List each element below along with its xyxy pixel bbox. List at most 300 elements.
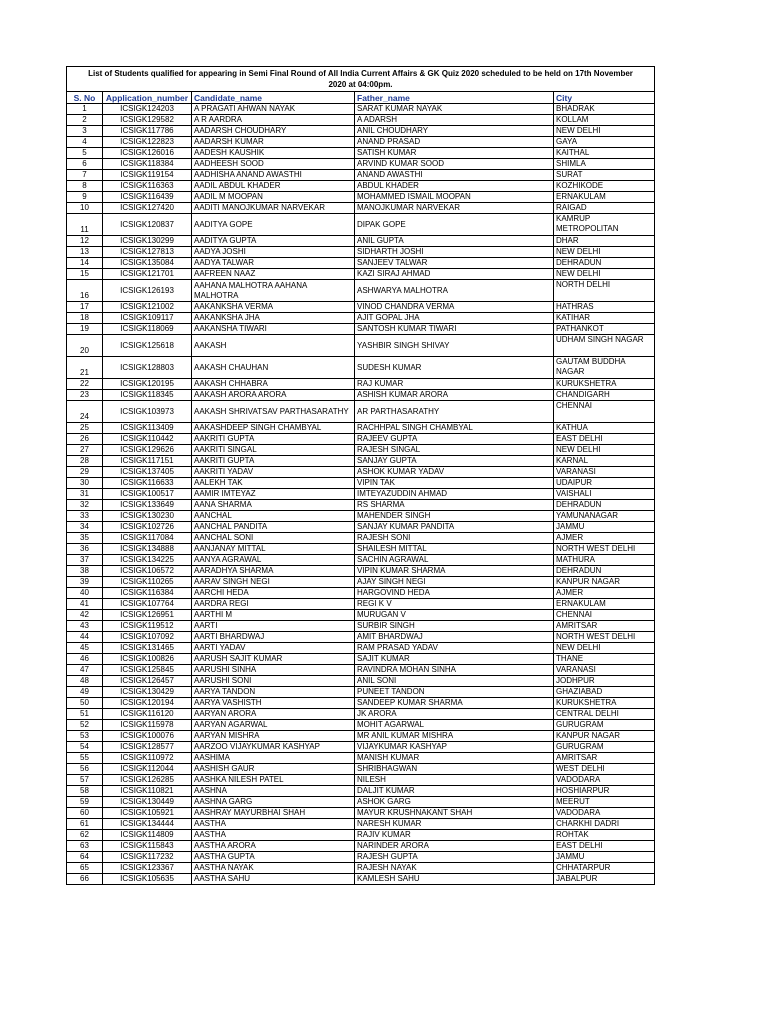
cell-father-name: SUDESH KUMAR [355, 357, 554, 379]
cell-father-name: KAZI SIRAJ AHMAD [355, 269, 554, 280]
cell-sno: 7 [67, 170, 103, 181]
cell-city: KANPUR NAGAR [554, 577, 655, 588]
cell-sno: 23 [67, 390, 103, 401]
cell-candidate-name: AARYAN ARORA [192, 709, 355, 720]
cell-city: RAIGAD [554, 203, 655, 214]
cell-application-number: ICSIGK129626 [103, 445, 192, 456]
cell-candidate-name: AASHRAY MAYURBHAI SHAH [192, 808, 355, 819]
cell-sno: 15 [67, 269, 103, 280]
header-city: City [554, 92, 655, 104]
cell-father-name: ASHISH KUMAR ARORA [355, 390, 554, 401]
cell-application-number: ICSIGK117786 [103, 126, 192, 137]
cell-city: JABALPUR [554, 874, 655, 885]
cell-application-number: ICSIGK134225 [103, 555, 192, 566]
cell-candidate-name: AARADHYA SHARMA [192, 566, 355, 577]
cell-sno: 61 [67, 819, 103, 830]
cell-candidate-name: AADYA JOSHI [192, 247, 355, 258]
cell-city: BHADRAK [554, 104, 655, 115]
cell-sno: 31 [67, 489, 103, 500]
table-row [67, 742, 655, 753]
cell-candidate-name: AASTHA NAYAK [192, 863, 355, 874]
cell-sno: 50 [67, 698, 103, 709]
table-row [67, 522, 655, 533]
table-row [67, 687, 655, 698]
cell-sno: 10 [67, 203, 103, 214]
cell-candidate-name: AAHANA MALHOTRA AAHANA MALHOTRA [192, 280, 355, 302]
cell-candidate-name: A PRAGATI AHWAN NAYAK [192, 104, 355, 115]
cell-sno: 39 [67, 577, 103, 588]
cell-sno: 26 [67, 434, 103, 445]
cell-application-number: ICSIGK126193 [103, 280, 192, 302]
cell-father-name: NILESH [355, 775, 554, 786]
title-row [67, 67, 655, 92]
document-title: List of Students qualified for appearing in Semi Final Round of All India Current Affairs & GK Quiz 2020 scheduled to be held on 17th November 2020 at 04:00pm. [67, 67, 655, 92]
cell-application-number: ICSIGK110265 [103, 577, 192, 588]
table-row [67, 665, 655, 676]
table-row [67, 852, 655, 863]
cell-application-number: ICSIGK107764 [103, 599, 192, 610]
cell-father-name: HARGOVIND HEDA [355, 588, 554, 599]
table-row [67, 643, 655, 654]
cell-application-number: ICSIGK100826 [103, 654, 192, 665]
table-row [67, 236, 655, 247]
table-row [67, 544, 655, 555]
cell-father-name: SIDHARTH JOSHI [355, 247, 554, 258]
cell-candidate-name: AARAV SINGH NEGI [192, 577, 355, 588]
cell-father-name: VINOD CHANDRA VERMA [355, 302, 554, 313]
table-row [67, 588, 655, 599]
cell-father-name: MANISH KUMAR [355, 753, 554, 764]
cell-application-number: ICSIGK116633 [103, 478, 192, 489]
table-row [67, 764, 655, 775]
cell-sno: 22 [67, 379, 103, 390]
cell-sno: 53 [67, 731, 103, 742]
cell-application-number: ICSIGK125845 [103, 665, 192, 676]
cell-city: CHHATARPUR [554, 863, 655, 874]
cell-sno: 42 [67, 610, 103, 621]
cell-city: KOLLAM [554, 115, 655, 126]
cell-application-number: ICSIGK105921 [103, 808, 192, 819]
cell-candidate-name: AAKASH [192, 335, 355, 357]
cell-sno: 5 [67, 148, 103, 159]
cell-candidate-name: AAMIR IMTEYAZ [192, 489, 355, 500]
cell-sno: 66 [67, 874, 103, 885]
cell-city: HATHRAS [554, 302, 655, 313]
cell-candidate-name: AALEKH TAK [192, 478, 355, 489]
table-row [67, 170, 655, 181]
cell-candidate-name: AADESH KAUSHIK [192, 148, 355, 159]
cell-city: YAMUNANAGAR [554, 511, 655, 522]
table-row [67, 632, 655, 643]
cell-father-name: DIPAK GOPE [355, 214, 554, 236]
cell-application-number: ICSIGK126285 [103, 775, 192, 786]
cell-sno: 44 [67, 632, 103, 643]
table-row [67, 654, 655, 665]
table-row [67, 819, 655, 830]
cell-city: JAMMU [554, 522, 655, 533]
cell-candidate-name: AAFREEN NAAZ [192, 269, 355, 280]
cell-father-name: SACHIN AGRAWAL [355, 555, 554, 566]
cell-application-number: ICSIGK107092 [103, 632, 192, 643]
cell-city: SURAT [554, 170, 655, 181]
cell-candidate-name: AASHNA GARG [192, 797, 355, 808]
cell-father-name: AR PARTHASARATHY [355, 401, 554, 423]
table-row [67, 269, 655, 280]
header-application-number: Application_number [103, 92, 192, 104]
cell-city: MATHURA [554, 555, 655, 566]
cell-sno: 27 [67, 445, 103, 456]
table-row [67, 203, 655, 214]
cell-city: NORTH WEST DELHI [554, 544, 655, 555]
cell-father-name: AJIT GOPAL JHA [355, 313, 554, 324]
cell-father-name: ANIL CHOUDHARY [355, 126, 554, 137]
cell-city: ROHTAK [554, 830, 655, 841]
table-row [67, 533, 655, 544]
cell-sno: 57 [67, 775, 103, 786]
cell-city: CHENNAI [554, 401, 655, 423]
cell-sno: 17 [67, 302, 103, 313]
cell-father-name: REGI K V [355, 599, 554, 610]
cell-father-name: ANIL GUPTA [355, 236, 554, 247]
cell-application-number: ICSIGK119154 [103, 170, 192, 181]
cell-sno: 8 [67, 181, 103, 192]
cell-city: GAUTAM BUDDHA NAGAR [554, 357, 655, 379]
cell-sno: 45 [67, 643, 103, 654]
cell-sno: 12 [67, 236, 103, 247]
cell-father-name: MR ANIL KUMAR MISHRA [355, 731, 554, 742]
header-row [67, 92, 655, 104]
cell-application-number: ICSIGK130429 [103, 687, 192, 698]
cell-sno: 2 [67, 115, 103, 126]
cell-application-number: ICSIGK130449 [103, 797, 192, 808]
cell-candidate-name: AASHIMA [192, 753, 355, 764]
table-row [67, 566, 655, 577]
cell-application-number: ICSIGK115978 [103, 720, 192, 731]
cell-candidate-name: AANJANAY MITTAL [192, 544, 355, 555]
cell-candidate-name: AAKANSHA TIWARI [192, 324, 355, 335]
cell-father-name: SHRIBHAGWAN [355, 764, 554, 775]
cell-father-name: SAJIT KUMAR [355, 654, 554, 665]
cell-application-number: ICSIGK110972 [103, 753, 192, 764]
cell-city: HOSHIARPUR [554, 786, 655, 797]
cell-sno: 62 [67, 830, 103, 841]
table-row [67, 698, 655, 709]
table-row [67, 830, 655, 841]
cell-sno: 16 [67, 280, 103, 302]
cell-city: KARNAL [554, 456, 655, 467]
cell-application-number: ICSIGK125618 [103, 335, 192, 357]
cell-sno: 49 [67, 687, 103, 698]
cell-candidate-name: AADYA TALWAR [192, 258, 355, 269]
cell-city: KURUKSHETRA [554, 698, 655, 709]
cell-sno: 19 [67, 324, 103, 335]
cell-father-name: ASHOK KUMAR YADAV [355, 467, 554, 478]
cell-candidate-name: AANCHAL SONI [192, 533, 355, 544]
table-row [67, 181, 655, 192]
cell-application-number: ICSIGK105635 [103, 874, 192, 885]
cell-sno: 36 [67, 544, 103, 555]
cell-candidate-name: AARDRA REGI [192, 599, 355, 610]
cell-city: SHIMLA [554, 159, 655, 170]
table-row [67, 445, 655, 456]
cell-candidate-name: AARUSHI SONI [192, 676, 355, 687]
cell-father-name: SHAILESH MITTAL [355, 544, 554, 555]
cell-application-number: ICSIGK122823 [103, 137, 192, 148]
cell-application-number: ICSIGK120195 [103, 379, 192, 390]
table-row [67, 720, 655, 731]
cell-city: DEHRADUN [554, 500, 655, 511]
cell-father-name: MANOJKUMAR NARVEKAR [355, 203, 554, 214]
table-row [67, 302, 655, 313]
cell-city: UDHAM SINGH NAGAR [554, 335, 655, 357]
cell-candidate-name: AADARSH CHOUDHARY [192, 126, 355, 137]
cell-father-name: RAJ KUMAR [355, 379, 554, 390]
cell-application-number: ICSIGK118069 [103, 324, 192, 335]
cell-candidate-name: AARZOO VIJAYKUMAR KASHYAP [192, 742, 355, 753]
cell-father-name: ABDUL KHADER [355, 181, 554, 192]
cell-city: VADODARA [554, 808, 655, 819]
cell-father-name: DALJIT KUMAR [355, 786, 554, 797]
cell-city: NORTH WEST DELHI [554, 632, 655, 643]
cell-city: GHAZIABAD [554, 687, 655, 698]
table-row [67, 423, 655, 434]
cell-candidate-name: AADITYA GUPTA [192, 236, 355, 247]
cell-sno: 24 [67, 401, 103, 423]
cell-application-number: ICSIGK130230 [103, 511, 192, 522]
cell-city: GAYA [554, 137, 655, 148]
cell-application-number: ICSIGK118384 [103, 159, 192, 170]
cell-candidate-name: AASHISH GAUR [192, 764, 355, 775]
cell-city: KOZHIKODE [554, 181, 655, 192]
cell-candidate-name: AANCHAL PANDITA [192, 522, 355, 533]
cell-city: DEHRADUN [554, 566, 655, 577]
cell-father-name: RAJESH NAYAK [355, 863, 554, 874]
cell-sno: 37 [67, 555, 103, 566]
cell-application-number: ICSIGK133649 [103, 500, 192, 511]
cell-candidate-name: AADITI MANOJKUMAR NARVEKAR [192, 203, 355, 214]
cell-father-name: SANJEEV TALWAR [355, 258, 554, 269]
table-row [67, 786, 655, 797]
table-row [67, 247, 655, 258]
cell-candidate-name: AARUSH SAJIT KUMAR [192, 654, 355, 665]
table-row [67, 137, 655, 148]
cell-father-name: ASHOK GARG [355, 797, 554, 808]
cell-application-number: ICSIGK121701 [103, 269, 192, 280]
cell-father-name: AMIT BHARDWAJ [355, 632, 554, 643]
cell-father-name: VIPIN KUMAR SHARMA [355, 566, 554, 577]
table-row [67, 841, 655, 852]
table-row [67, 797, 655, 808]
cell-application-number: ICSIGK130299 [103, 236, 192, 247]
cell-city: GURUGRAM [554, 720, 655, 731]
cell-father-name: ANIL SONI [355, 676, 554, 687]
cell-application-number: ICSIGK126951 [103, 610, 192, 621]
cell-sno: 43 [67, 621, 103, 632]
cell-sno: 41 [67, 599, 103, 610]
cell-candidate-name: AANA SHARMA [192, 500, 355, 511]
cell-father-name: RAJESH SINGAL [355, 445, 554, 456]
table-row [67, 335, 655, 357]
cell-father-name: ASHWARYA MALHOTRA [355, 280, 554, 302]
table-row [67, 775, 655, 786]
cell-city: CHANDIGARH [554, 390, 655, 401]
cell-sno: 6 [67, 159, 103, 170]
cell-application-number: ICSIGK114809 [103, 830, 192, 841]
cell-sno: 28 [67, 456, 103, 467]
cell-sno: 1 [67, 104, 103, 115]
cell-candidate-name: AARTI [192, 621, 355, 632]
cell-sno: 47 [67, 665, 103, 676]
cell-city: KANPUR NAGAR [554, 731, 655, 742]
cell-father-name: RAJEEV GUPTA [355, 434, 554, 445]
cell-city: KURUKSHETRA [554, 379, 655, 390]
cell-city: VADODARA [554, 775, 655, 786]
cell-candidate-name: AASTHA GUPTA [192, 852, 355, 863]
table-row [67, 478, 655, 489]
cell-application-number: ICSIGK115843 [103, 841, 192, 852]
cell-application-number: ICSIGK116384 [103, 588, 192, 599]
cell-application-number: ICSIGK135084 [103, 258, 192, 269]
cell-sno: 32 [67, 500, 103, 511]
cell-city: EAST DELHI [554, 841, 655, 852]
cell-city: CHENNAI [554, 610, 655, 621]
cell-father-name: RS SHARMA [355, 500, 554, 511]
cell-application-number: ICSIGK123367 [103, 863, 192, 874]
table-row [67, 115, 655, 126]
cell-city: DEHRADUN [554, 258, 655, 269]
cell-application-number: ICSIGK128803 [103, 357, 192, 379]
cell-application-number: ICSIGK109117 [103, 313, 192, 324]
cell-city: VAISHALI [554, 489, 655, 500]
cell-candidate-name: AARYAN MISHRA [192, 731, 355, 742]
table-row [67, 577, 655, 588]
cell-sno: 51 [67, 709, 103, 720]
table-row [67, 808, 655, 819]
cell-father-name: VIJAYKUMAR KASHYAP [355, 742, 554, 753]
cell-application-number: ICSIGK137405 [103, 467, 192, 478]
cell-application-number: ICSIGK117151 [103, 456, 192, 467]
table-row [67, 874, 655, 885]
cell-city: MEERUT [554, 797, 655, 808]
cell-city: JAMMU [554, 852, 655, 863]
cell-application-number: ICSIGK121002 [103, 302, 192, 313]
table-row [67, 104, 655, 115]
cell-candidate-name: A R AARDRA [192, 115, 355, 126]
cell-city: AMRITSAR [554, 621, 655, 632]
cell-candidate-name: AASTHA [192, 830, 355, 841]
cell-application-number: ICSIGK126457 [103, 676, 192, 687]
table-row [67, 610, 655, 621]
table-row [67, 214, 655, 236]
table-row [67, 500, 655, 511]
table-row [67, 148, 655, 159]
cell-sno: 20 [67, 335, 103, 357]
table-row [67, 324, 655, 335]
cell-candidate-name: AARUSHI SINHA [192, 665, 355, 676]
cell-sno: 46 [67, 654, 103, 665]
cell-father-name: PUNEET TANDON [355, 687, 554, 698]
cell-sno: 65 [67, 863, 103, 874]
cell-father-name: MURUGAN V [355, 610, 554, 621]
cell-candidate-name: AARYAN AGARWAL [192, 720, 355, 731]
cell-sno: 63 [67, 841, 103, 852]
cell-application-number: ICSIGK110442 [103, 434, 192, 445]
cell-sno: 52 [67, 720, 103, 731]
cell-sno: 40 [67, 588, 103, 599]
cell-sno: 4 [67, 137, 103, 148]
cell-father-name: SURBIR SINGH [355, 621, 554, 632]
cell-sno: 64 [67, 852, 103, 863]
cell-city: NEW DELHI [554, 643, 655, 654]
cell-sno: 33 [67, 511, 103, 522]
cell-sno: 55 [67, 753, 103, 764]
cell-city: NEW DELHI [554, 445, 655, 456]
cell-application-number: ICSIGK117084 [103, 533, 192, 544]
cell-father-name: AJAY SINGH NEGI [355, 577, 554, 588]
cell-city: NEW DELHI [554, 269, 655, 280]
cell-sno: 29 [67, 467, 103, 478]
cell-sno: 35 [67, 533, 103, 544]
cell-father-name: SANJAY GUPTA [355, 456, 554, 467]
cell-sno: 59 [67, 797, 103, 808]
cell-father-name: MAHENDER SINGH [355, 511, 554, 522]
cell-candidate-name: AAKRITI YADAV [192, 467, 355, 478]
cell-application-number: ICSIGK106572 [103, 566, 192, 577]
cell-father-name: RAJESH GUPTA [355, 852, 554, 863]
cell-candidate-name: AAKANKSHA JHA [192, 313, 355, 324]
table-row [67, 379, 655, 390]
cell-candidate-name: AADHEESH SOOD [192, 159, 355, 170]
cell-candidate-name: AASTHA ARORA [192, 841, 355, 852]
cell-candidate-name: AAKASH CHHABRA [192, 379, 355, 390]
cell-city: PATHANKOT [554, 324, 655, 335]
cell-sno: 48 [67, 676, 103, 687]
cell-application-number: ICSIGK102726 [103, 522, 192, 533]
cell-candidate-name: AARYA VASHISTH [192, 698, 355, 709]
cell-application-number: ICSIGK116439 [103, 192, 192, 203]
cell-candidate-name: AAKRITI GUPTA [192, 434, 355, 445]
cell-candidate-name: AANCHAL [192, 511, 355, 522]
cell-application-number: ICSIGK110821 [103, 786, 192, 797]
header-father-name: Father_name [355, 92, 554, 104]
cell-city: KATIHAR [554, 313, 655, 324]
table-row [67, 258, 655, 269]
cell-sno: 25 [67, 423, 103, 434]
cell-sno: 58 [67, 786, 103, 797]
cell-sno: 56 [67, 764, 103, 775]
cell-city: NORTH DELHI [554, 280, 655, 302]
cell-city: VARANASI [554, 467, 655, 478]
cell-candidate-name: AADIL M MOOPAN [192, 192, 355, 203]
cell-sno: 21 [67, 357, 103, 379]
cell-city: KAITHAL [554, 148, 655, 159]
cell-sno: 18 [67, 313, 103, 324]
table-row [67, 126, 655, 137]
cell-city: AJMER [554, 533, 655, 544]
cell-application-number: ICSIGK116363 [103, 181, 192, 192]
cell-city: CENTRAL DELHI [554, 709, 655, 720]
table-row [67, 192, 655, 203]
cell-sno: 34 [67, 522, 103, 533]
cell-application-number: ICSIGK116120 [103, 709, 192, 720]
table-row [67, 599, 655, 610]
cell-father-name: KAMLESH SAHU [355, 874, 554, 885]
cell-application-number: ICSIGK127813 [103, 247, 192, 258]
table-row [67, 159, 655, 170]
cell-sno: 11 [67, 214, 103, 236]
cell-application-number: ICSIGK120837 [103, 214, 192, 236]
cell-sno: 30 [67, 478, 103, 489]
